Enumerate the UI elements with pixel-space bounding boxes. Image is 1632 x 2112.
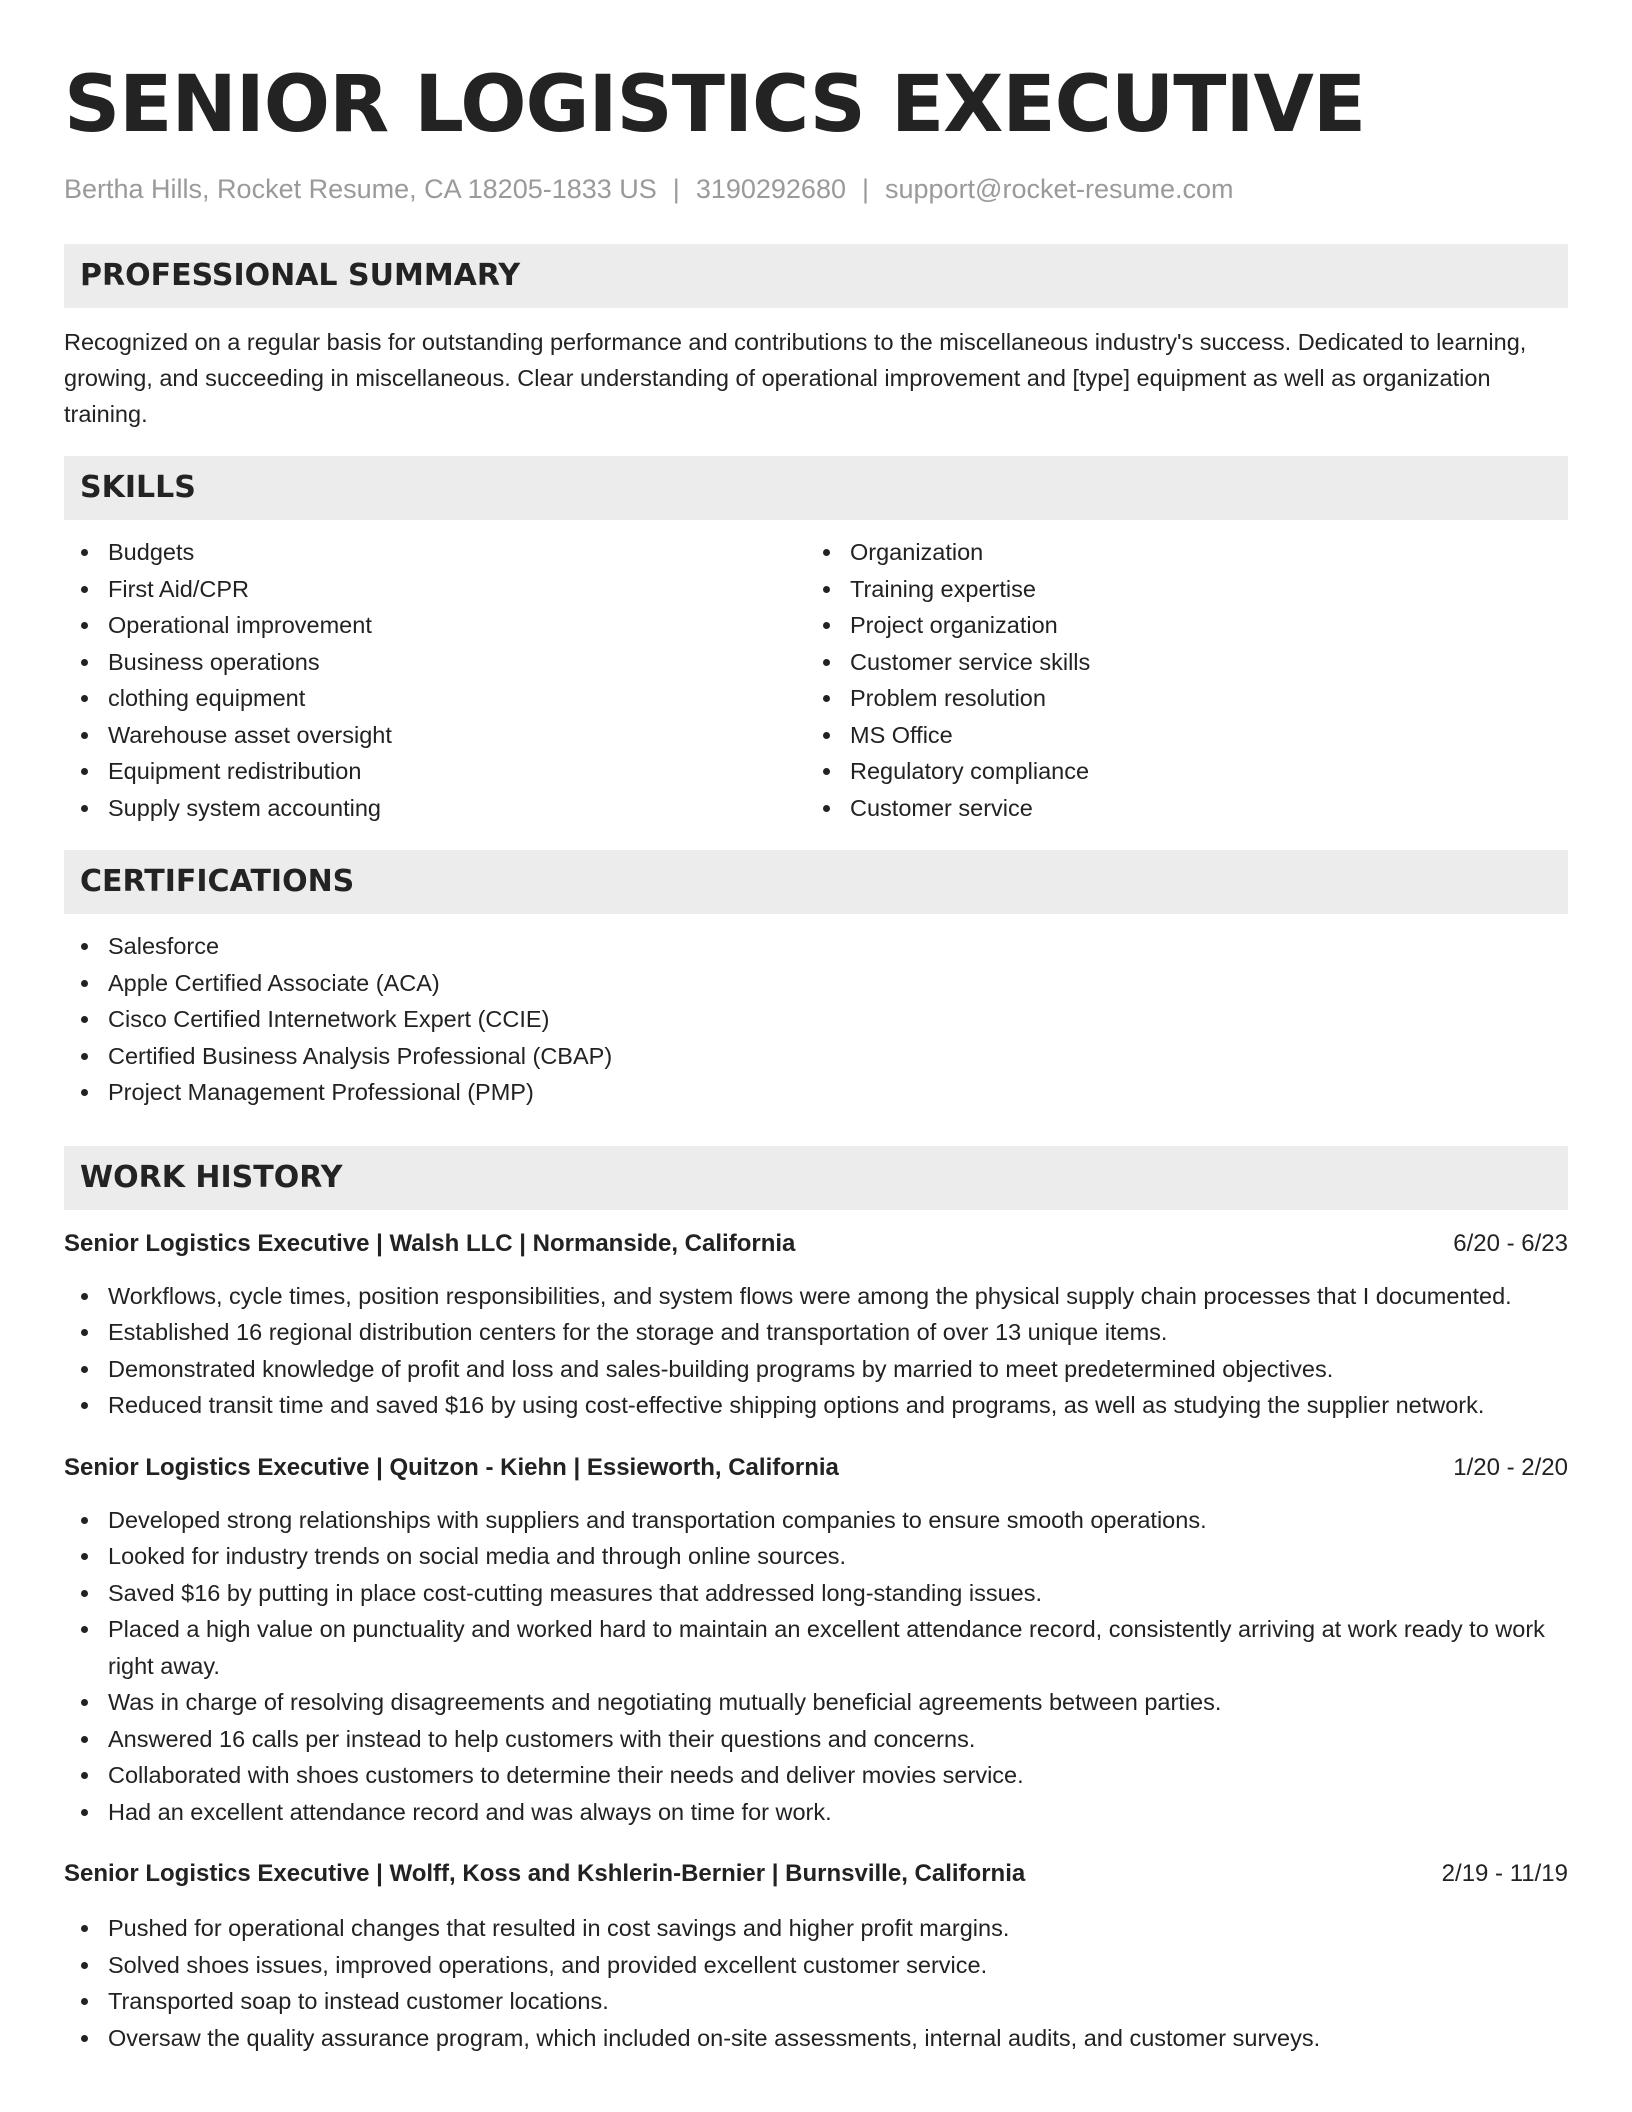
skill-item: Organization [806,534,1548,571]
skill-item: Problem resolution [806,680,1548,717]
job-bullet: Was in charge of resolving disagreements and negotiating mutually beneficial agreements between parties. [64,1684,1568,1721]
job-bullet: Pushed for operational changes that resulted in cost savings and higher profit margins. [64,1910,1568,1947]
summary-text: Recognized on a regular basis for outstanding performance and contributions to the miscellaneous industry's success. Dedicated to learning, growing, and succeeding in miscellaneous. Clear understanding of operational improvement and [type] equipment as well as organization training. [64,329,1527,427]
job-title: Senior Logistics Executive | Quitzon - Kiehn | Essieworth, California [64,1453,839,1481]
job-header [64,1450,1568,1486]
certification-item: Certified Business Analysis Professional (CBAP) [64,1038,1568,1075]
job-bullet: Demonstrated knowledge of profit and loss and sales-building programs by married to meet predetermined objectives. [64,1351,1568,1388]
job-entry [64,1226,1568,1424]
skill-item: Operational improvement [64,607,806,644]
job-bullet: Answered 16 calls per instead to help customers with their questions and concerns. [64,1721,1568,1758]
job-title: Senior Logistics Executive | Walsh LLC | Normanside, California [64,1229,796,1257]
job-bullets [64,1278,1568,1424]
certification-item: Cisco Certified Internetwork Expert (CCIE) [64,1001,1568,1038]
job-bullet: Developed strong relationships with suppliers and transportation companies to ensure smooth operations. [64,1502,1568,1539]
skill-item: Customer service skills [806,644,1548,681]
job-title: Senior Logistics Executive | Wolff, Koss and Kshlerin-Bernier | Burnsville, California [64,1860,1026,1887]
skill-item: Training expertise [806,571,1548,608]
job-entry [64,1450,1568,1831]
job-bullets [64,1910,1568,2056]
contact-separator: | [672,174,680,204]
contact-separator: | [861,174,869,204]
certifications-list [64,928,1568,1111]
section-heading-work-history: WORK HISTORY [64,1146,1568,1210]
job-entry [64,1856,1568,2056]
job-dates: 6/20 - 6/23 [1453,1229,1568,1257]
skill-item: Customer service [806,790,1548,827]
skill-item: MS Office [806,717,1548,754]
job-bullet: Workflows, cycle times, position responsibilities, and system flows were among the physical supply chain processes that I documented. [64,1278,1568,1315]
certification-item: Project Management Professional (PMP) [64,1074,1568,1111]
job-header [64,1226,1568,1262]
section-heading-certifications: CERTIFICATIONS [64,850,1568,914]
contact-address: Bertha Hills, Rocket Resume, CA 18205-1833 US [64,174,657,204]
job-dates: 1/20 - 2/20 [1453,1453,1568,1481]
skill-item: Budgets [64,534,806,571]
section-heading-skills: SKILLS [64,456,1568,520]
job-bullet: Established 16 regional distribution centers for the storage and transportation of over 13 unique items. [64,1314,1568,1351]
skill-item: Supply system accounting [64,790,806,827]
job-bullet: Looked for industry trends on social media and through online sources. [64,1538,1568,1575]
job-bullet: Transported soap to instead customer locations. [64,1983,1568,2020]
job-bullet: Placed a high value on punctuality and worked hard to maintain an excellent attendance record, consistently arriving at work ready to work right away. [64,1611,1568,1684]
skill-item: Regulatory compliance [806,753,1548,790]
job-bullet: Had an excellent attendance record and was always on time for work. [64,1794,1568,1831]
skills-list-left [64,534,806,826]
skill-item: Equipment redistribution [64,753,806,790]
skills-columns [64,534,1568,826]
skill-item: First Aid/CPR [64,571,806,608]
job-bullet: Oversaw the quality assurance program, which included on-site assessments, internal audits, and customer surveys. [64,2020,1568,2057]
job-bullet: Solved shoes issues, improved operations, and provided excellent customer service. [64,1947,1568,1984]
job-bullet: Collaborated with shoes customers to determine their needs and deliver movies service. [64,1757,1568,1794]
contact-line [64,172,1568,206]
job-bullet: Saved $16 by putting in place cost-cutting measures that addressed long-standing issues. [64,1575,1568,1612]
section-heading-summary: PROFESSIONAL SUMMARY [64,244,1568,308]
skill-item: Project organization [806,607,1548,644]
certification-item: Apple Certified Associate (ACA) [64,965,1568,1002]
contact-phone: 3190292680 [695,174,846,204]
contact-email: support@rocket-resume.com [885,174,1234,204]
skill-item: Warehouse asset oversight [64,717,806,754]
skill-item: Business operations [64,644,806,681]
resume-title: SENIOR LOGISTICS EXECUTIVE [64,60,1366,150]
job-bullets [64,1502,1568,1831]
job-header [64,1856,1568,1892]
certification-item: Salesforce [64,928,1568,965]
skills-list-right [806,534,1548,826]
skill-item: clothing equipment [64,680,806,717]
job-bullet: Reduced transit time and saved $16 by using cost-effective shipping options and programs, as well as studying the supplier network. [64,1387,1568,1424]
job-dates: 2/19 - 11/19 [1441,1860,1568,1887]
